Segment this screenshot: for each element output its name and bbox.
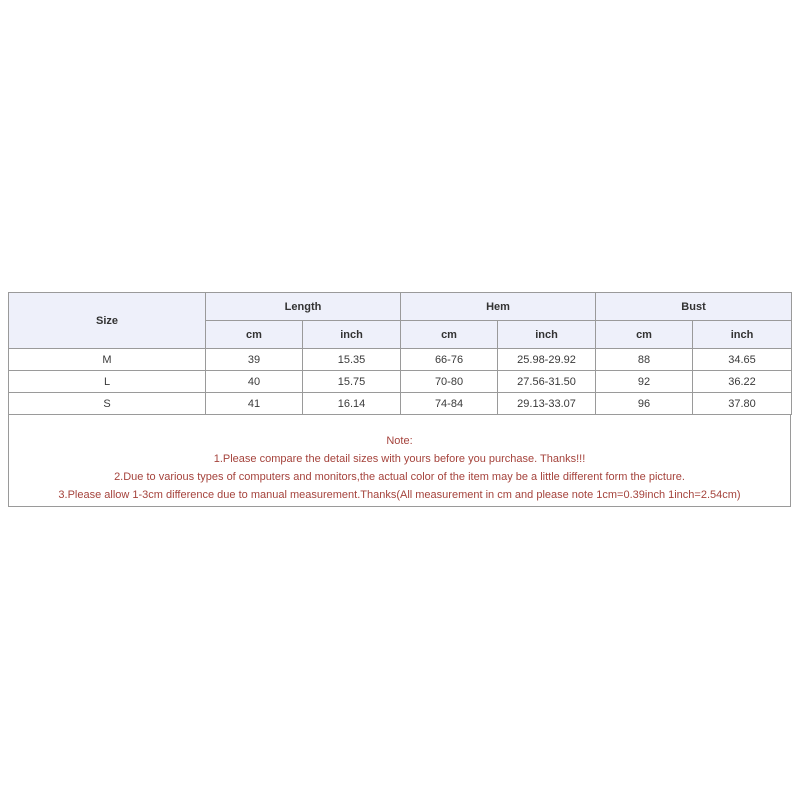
note-line: 1.Please compare the detail sizes with yours before you purchase. Thanks!!!	[213, 453, 586, 465]
table-cell: 41	[206, 393, 303, 415]
table-cell: 96	[596, 393, 693, 415]
unit-header: inch	[498, 321, 596, 349]
size-cell: M	[9, 349, 206, 371]
table-cell: 66-76	[401, 349, 498, 371]
table-cell: 92	[596, 371, 693, 393]
unit-header: cm	[401, 321, 498, 349]
table-cell: 37.80	[693, 393, 792, 415]
size-column-header: Size	[9, 293, 206, 349]
table-row	[9, 393, 792, 415]
unit-header: cm	[206, 321, 303, 349]
size-cell: L	[9, 371, 206, 393]
table-cell: 27.56-31.50	[498, 371, 596, 393]
table-cell: 29.13-33.07	[498, 393, 596, 415]
size-cell: S	[9, 393, 206, 415]
table-cell: 88	[596, 349, 693, 371]
table-cell: 34.65	[693, 349, 792, 371]
unit-header: inch	[303, 321, 401, 349]
table-header-row	[9, 293, 792, 321]
table-cell: 36.22	[693, 371, 792, 393]
table-cell: 74-84	[401, 393, 498, 415]
table-cell: 15.75	[303, 371, 401, 393]
note-line: 2.Due to various types of computers and monitors,the actual color of the item may be a little different form the picture.	[114, 471, 685, 483]
unit-header: cm	[596, 321, 693, 349]
table-cell: 16.14	[303, 393, 401, 415]
note-line: 3.Please allow 1-3cm difference due to manual measurement.Thanks(All measurement in cm and please note 1cm=0.39inch 1inch=2.54cm)	[58, 489, 741, 501]
table-row	[9, 349, 792, 371]
size-chart	[8, 292, 791, 507]
table-row	[9, 371, 792, 393]
size-table	[8, 292, 792, 415]
table-cell: 70-80	[401, 371, 498, 393]
table-cell: 40	[206, 371, 303, 393]
length-group-header: Length	[206, 293, 401, 321]
bust-group-header: Bust	[596, 293, 792, 321]
table-cell: 39	[206, 349, 303, 371]
notes-title: Note:	[386, 435, 413, 447]
table-cell: 15.35	[303, 349, 401, 371]
hem-group-header: Hem	[401, 293, 596, 321]
unit-header: inch	[693, 321, 792, 349]
table-cell: 25.98-29.92	[498, 349, 596, 371]
notes-panel	[8, 415, 791, 507]
